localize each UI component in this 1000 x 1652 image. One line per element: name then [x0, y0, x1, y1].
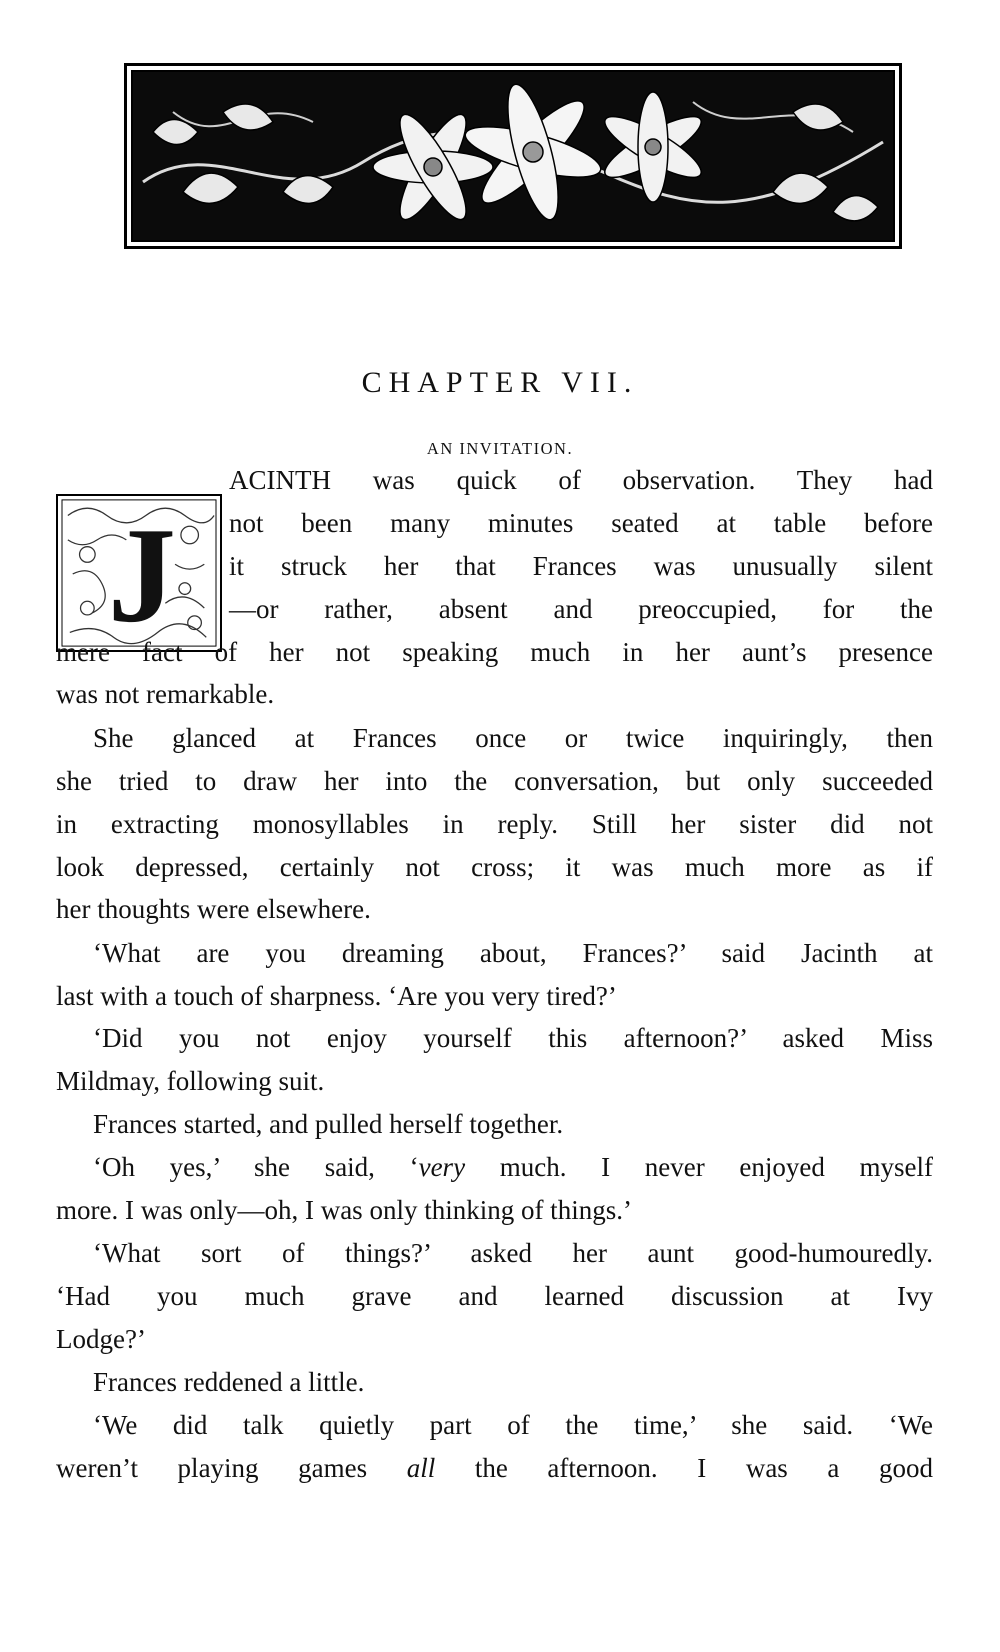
text-line: last with a touch of sharpness. ‘Are you very tired?’: [56, 981, 617, 1011]
text-line: Frances started, and pulled herself together.: [93, 1109, 564, 1139]
text-run: weren’t playing games: [56, 1453, 407, 1483]
text-run: the afternoon. I was a good: [435, 1453, 933, 1483]
text-line: [93, 1151, 933, 1183]
flower-illustration: [131, 70, 895, 242]
chapter-title: CHAPTER VII.: [361, 366, 639, 399]
text-line: it struck her that Frances was unusually silent: [229, 551, 933, 581]
text-line: —or rather, absent and preoccupied, for the: [229, 594, 933, 624]
emphasis: very: [418, 1152, 466, 1182]
chapter-subtitle: AN INVITATION.: [426, 439, 574, 458]
text-line: She glanced at Frances once or twice inquiringly, then: [93, 723, 933, 753]
text-line: [56, 1452, 933, 1484]
text-line: ‘Had you much grave and learned discussion at Ivy: [56, 1281, 933, 1311]
clematis-flowers-image: [133, 72, 893, 240]
text-line: Lodge?’: [56, 1324, 146, 1354]
text-line: ‘Did you not enjoy yourself this afternoon?’ asked Miss: [93, 1023, 933, 1053]
text-line: ‘What sort of things?’ asked her aunt good-humouredly.: [93, 1238, 933, 1268]
text-line: in extracting monosyllables in reply. Still her sister did not: [56, 809, 933, 839]
text-run: ‘Oh yes,’ she said, ‘: [93, 1152, 419, 1182]
text-line: more. I was only—oh, I was only thinking of things.’: [56, 1195, 632, 1225]
emphasis: all: [406, 1453, 436, 1483]
text-line: she tried to draw her into the conversation, but only succeeded: [56, 766, 933, 796]
text-line: Mildmay, following suit.: [56, 1066, 325, 1096]
drop-cap-j: [56, 494, 222, 652]
text-line: ‘What are you dreaming about, Frances?’ said Jacinth at: [93, 938, 933, 968]
text-line: her thoughts were elsewhere.: [56, 894, 371, 924]
text-line: Frances reddened a little.: [93, 1367, 365, 1397]
text-line: mere fact of her not speaking much in her aunt’s presence: [56, 637, 933, 667]
text-run: much. I never enjoyed myself: [465, 1152, 934, 1182]
drop-cap-letter: J: [107, 498, 177, 650]
text-line: not been many minutes seated at table before: [229, 508, 933, 538]
text-line: ACINTH was quick of observation. They had: [229, 465, 933, 495]
ornate-initial-letter: [58, 496, 220, 650]
header-ornament-banner: [124, 63, 902, 249]
text-line: ‘We did talk quietly part of the time,’ she said. ‘We: [93, 1410, 933, 1440]
text-line: was not remarkable.: [56, 679, 275, 709]
text-line: look depressed, certainly not cross; it was much more as if: [56, 852, 933, 882]
